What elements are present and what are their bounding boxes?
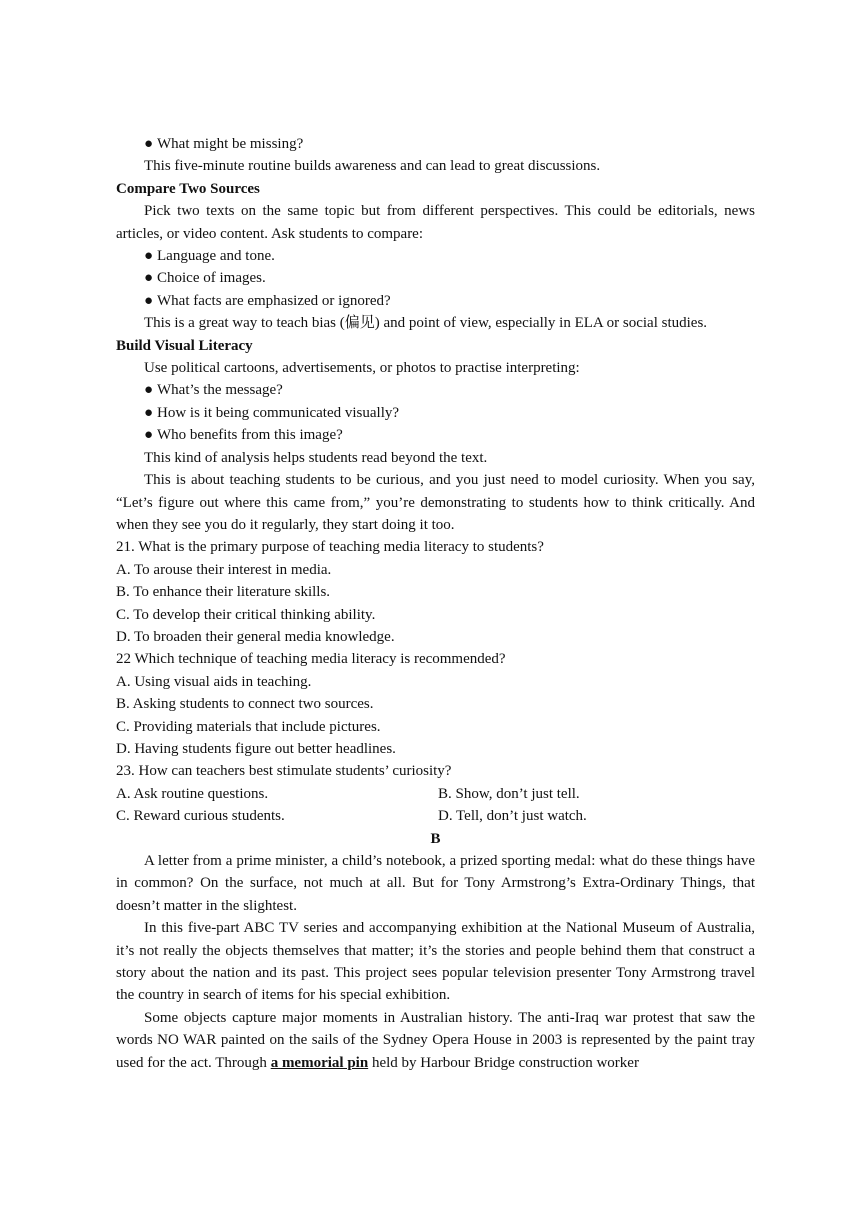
bullet-dot-icon: ● (144, 404, 154, 421)
paragraph: A letter from a prime minister, a child’s notebook, a prized sporting medal: what do these things have in common? On the surface, not much at all. But for Tony Armstrong’s Extra-Ordinary Things, that doesn’t matter in the slightest. (116, 853, 755, 914)
underlined-phrase: a memorial pin (270, 1054, 369, 1071)
question-stem: 22 Which technique of teaching media literacy is recommended? (116, 651, 506, 668)
answer-option: B. To enhance their literature skills. (116, 584, 331, 601)
paragraph: In this five-part ABC TV series and accompanying exhibition at the National Museum of Australia, it’s not really the objects themselves that matter; it’s the stories and people behind them that construct a story about the nation and its past. This project sees popular television presenter Tony Armstrong travel the country in search of items for his special exhibition. (116, 920, 755, 1004)
section-heading: Compare Two Sources (116, 180, 260, 197)
document-page (116, 133, 755, 1074)
options-row (116, 805, 755, 827)
paragraph: Use political cartoons, advertisements, or photos to practise interpreting: (144, 360, 580, 377)
question-22 (116, 648, 755, 760)
answer-option: C. Providing materials that include pictures. (116, 718, 381, 735)
bullet-dot-icon: ● (144, 270, 154, 287)
answer-option: D. To broaden their general media knowledge. (116, 628, 395, 645)
bullet-dot-icon: ● (144, 248, 154, 265)
question-stem: 23. How can teachers best stimulate students’ curiosity? (116, 763, 452, 780)
bullet-dot-icon: ● (144, 427, 154, 444)
question-stem: 21. What is the primary purpose of teaching media literacy to students? (116, 539, 544, 556)
bullet-dot-icon: ● (144, 292, 154, 309)
question-23 (116, 760, 755, 827)
paragraph: This kind of analysis helps students read beyond the text. (144, 449, 488, 466)
answer-option: A. To arouse their interest in media. (116, 561, 332, 578)
question-21 (116, 536, 755, 648)
answer-option: A. Using visual aids in teaching. (116, 673, 312, 690)
bullet-dot-icon: ● (144, 136, 154, 152)
answer-option: B. Asking students to connect two sources. (116, 696, 374, 713)
answer-option: C. Reward curious students. (116, 808, 285, 825)
paragraph: This is about teaching students to be curious, and you just need to model curiosity. When you say, “Let’s figure out where this came from,” you’re demonstrating to students how to think critically. And when they see you do it regularly, they start doing it too. (116, 472, 755, 533)
section-label: B (430, 830, 441, 847)
bullet-item: ● Language and tone. (116, 245, 755, 267)
paragraph: This five-minute routine builds awareness and can lead to great discussions. (144, 158, 601, 175)
bullet-item: ● What facts are emphasized or ignored? (116, 290, 755, 312)
answer-option: B. Show, don’t just tell. (438, 785, 580, 802)
bullet-item: ● How is it being communicated visually? (116, 402, 755, 424)
bullet-dot-icon: ● (144, 382, 154, 399)
paragraph: This is a great way to teach bias (偏见) and point of view, especially in ELA or social studies. (144, 315, 708, 332)
paragraph: Some objects capture major moments in Australian history. The anti-Iraq war protest that saw the words NO WAR painted on the sails of the Sydney Opera House in 2003 is represented by the paint tray used for the act. Through a memorial pin held by Harbour Bridge construction worker (116, 1009, 755, 1071)
answer-option: D. Tell, don’t just watch. (438, 808, 587, 825)
bullet-item: ● What’s the message? (116, 379, 755, 401)
bullet-item: ● Who benefits from this image? (116, 424, 755, 446)
bullet-item: ● What might be missing? (116, 133, 755, 155)
bullet-item: ● Choice of images. (116, 267, 755, 289)
paragraph: Pick two texts on the same topic but from different perspectives. This could be editorials, news articles, or video content. Ask students to compare: (116, 203, 755, 242)
answer-option: C. To develop their critical thinking ability. (116, 606, 376, 623)
answer-option: D. Having students figure out better headlines. (116, 740, 396, 757)
answer-option: A. Ask routine questions. (116, 785, 269, 802)
options-row (116, 783, 755, 805)
section-heading: Build Visual Literacy (116, 337, 253, 354)
